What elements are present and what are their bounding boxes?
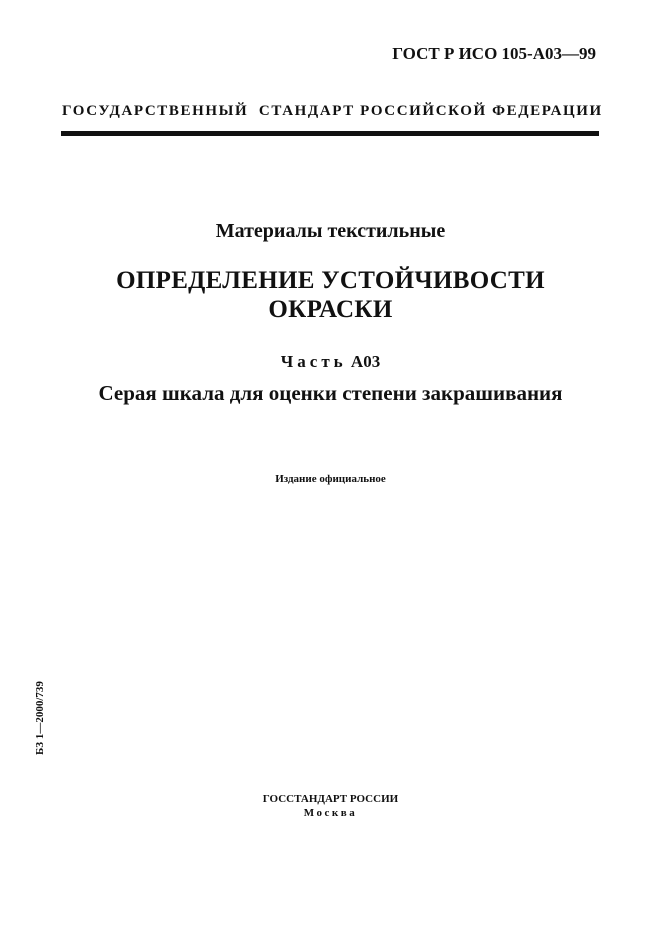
publisher-city: Москва: [303, 807, 358, 819]
edition-label: Издание официальное: [275, 473, 386, 485]
publisher-block: [0, 792, 661, 820]
document-title: [0, 266, 661, 324]
document-subject: Материалы текстильные: [215, 220, 446, 242]
part-number: А03: [350, 352, 381, 371]
part-title: Серая шкала для оценки степени закрашивания: [98, 381, 563, 405]
header-divider: [61, 131, 599, 136]
header-title: ГОСУДАРСТВЕННЫЙ СТАНДАРТ РОССИЙСКОЙ ФЕДЕРАЦИИ: [62, 103, 603, 119]
document-title-line-1: ОПРЕДЕЛЕНИЕ УСТОЙЧИВОСТИ: [116, 267, 545, 294]
part-word: Часть: [280, 352, 347, 371]
document-title-line-2: ОКРАСКИ: [268, 296, 393, 323]
part-label: [0, 352, 661, 372]
side-note: БЗ 1—2000/739: [34, 681, 46, 755]
document-code: ГОСТ Р ИСО 105-А03—99: [392, 44, 596, 63]
publisher-name: ГОССТАНДАРТ РОССИИ: [262, 793, 399, 805]
